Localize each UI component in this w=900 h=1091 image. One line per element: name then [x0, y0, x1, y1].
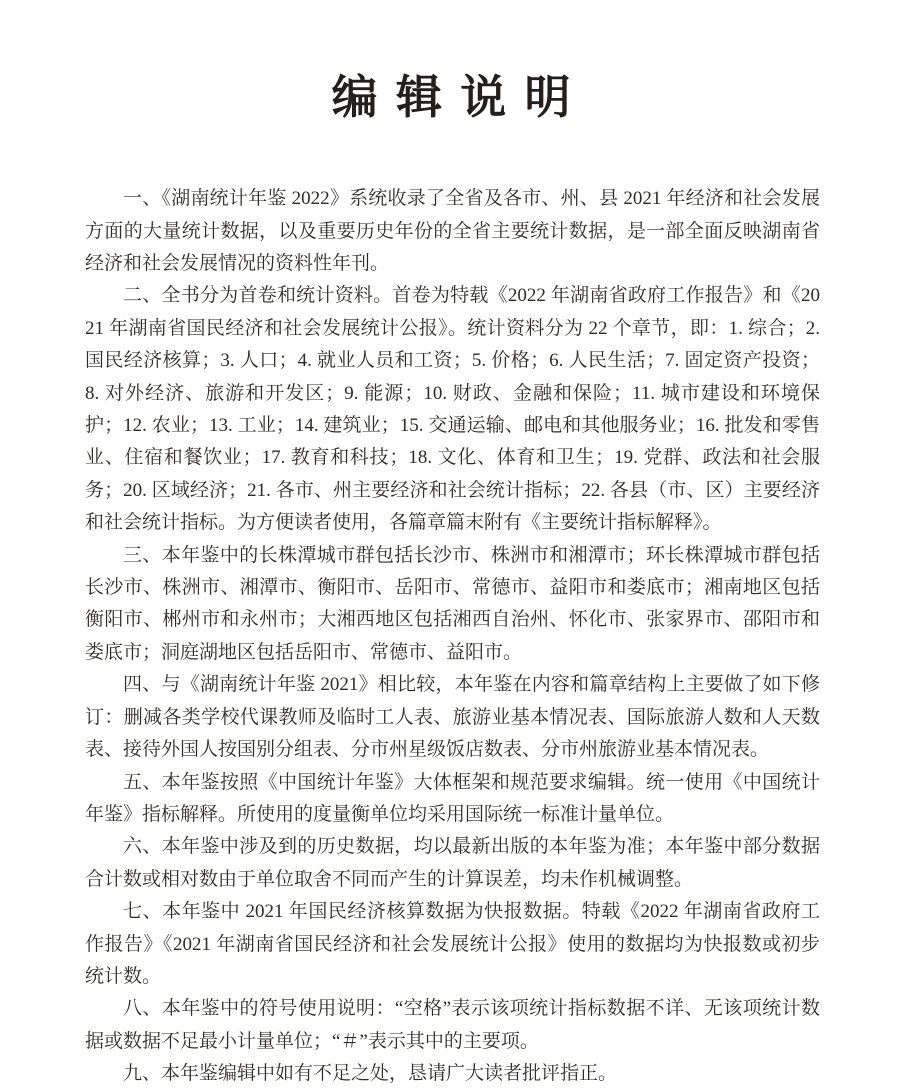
paragraph-7: 七、本年鉴中 2021 年国民经济核算数据为快报数据。特载《2022 年湖南省政府工作报告》《2021 年湖南省国民经济和社会发展统计公报》使用的数据均为快报数或初步统计数。	[85, 901, 820, 987]
paragraph-8: 八、本年鉴中的符号使用说明：“空格”表示该项统计指标数据不详、无该项统计数据或数据不足最小计量单位；“＃”表示其中的主要项。	[85, 998, 820, 1052]
paragraph-1: 一、《湖南统计年鉴 2022》系统收录了全省及各市、州、县 2021 年经济和社会发展方面的大量统计数据，以及重要历史年份的全省主要统计数据，是一部全面反映湖南省经济和社会发展情况的资料性年刊。	[85, 188, 820, 274]
paragraph-4: 四、与《湖南统计年鉴 2021》相比较，本年鉴在内容和篇章结构上主要做了如下修订：删减各类学校代课教师及临时工人表、旅游业基本情况表、国际旅游人数和人天数表、接待外国人按国别分组表、分市州星级饭店数表、分市州旅游业基本情况表。	[85, 674, 820, 761]
page-title: 编 辑 说 明	[331, 71, 574, 123]
paragraph-3: 三、本年鉴中的长株潭城市群包括长沙市、株洲市和湘潭市；环长株潭城市群包括长沙市、株洲市、湘潭市、衡阳市、岳阳市、常德市、益阳市和娄底市；湘南地区包括衡阳市、郴州市和永州市；大湘西地区包括湘西自治州、怀化市、张家界市、邵阳市和娄底市；洞庭湖地区包括岳阳市、常德市、益阳市。	[85, 544, 820, 663]
paragraph-9: 九、本年鉴编辑中如有不足之处，恳请广大读者批评指正。	[123, 1063, 618, 1085]
paragraph-5: 五、本年鉴按照《中国统计年鉴》大体框架和规范要求编辑。统一使用《中国统计年鉴》指标解释。所使用的度量衡单位均采用国际统一标准计量单位。	[85, 771, 820, 825]
paragraph-6: 六、本年鉴中涉及到的历史数据，均以最新出版的本年鉴为准；本年鉴中部分数据合计数或相对数由于单位取舍不同而产生的计算误差，均未作机械调整。	[85, 836, 820, 890]
paragraph-2: 二、全书分为首卷和统计资料。首卷为特载《2022 年湖南省政府工作报告》和《2021 年湖南省国民经济和社会发展统计公报》。统计资料分为 22 个章节，即：1. 综合；2. 国民经济核算；3. 人口；4. 就业人员和工资；5. 价格；6. 人民生活；7. 固定资产投资；8. 对外经济、旅游和开发区；9. 能源；10. 财政、金融和保险；11. 城市建设和环境保护；12. 农业；13. 工业；14. 建筑业；15. 交通运输、邮电和其他服务业；16. 批发和零售业、住宿和餐饮业；17. 教育和科技；18. 文化、体育和卫生；19. 党群、政法和社会服务；20. 区域经济；21. 各市、州主要经济和社会统计指标；22. 各县（市、区）主要经济和社会统计指标。为方便读者使用，各篇章篇末附有《主要统计指标解释》。	[85, 285, 820, 534]
document-body	[85, 183, 820, 1090]
